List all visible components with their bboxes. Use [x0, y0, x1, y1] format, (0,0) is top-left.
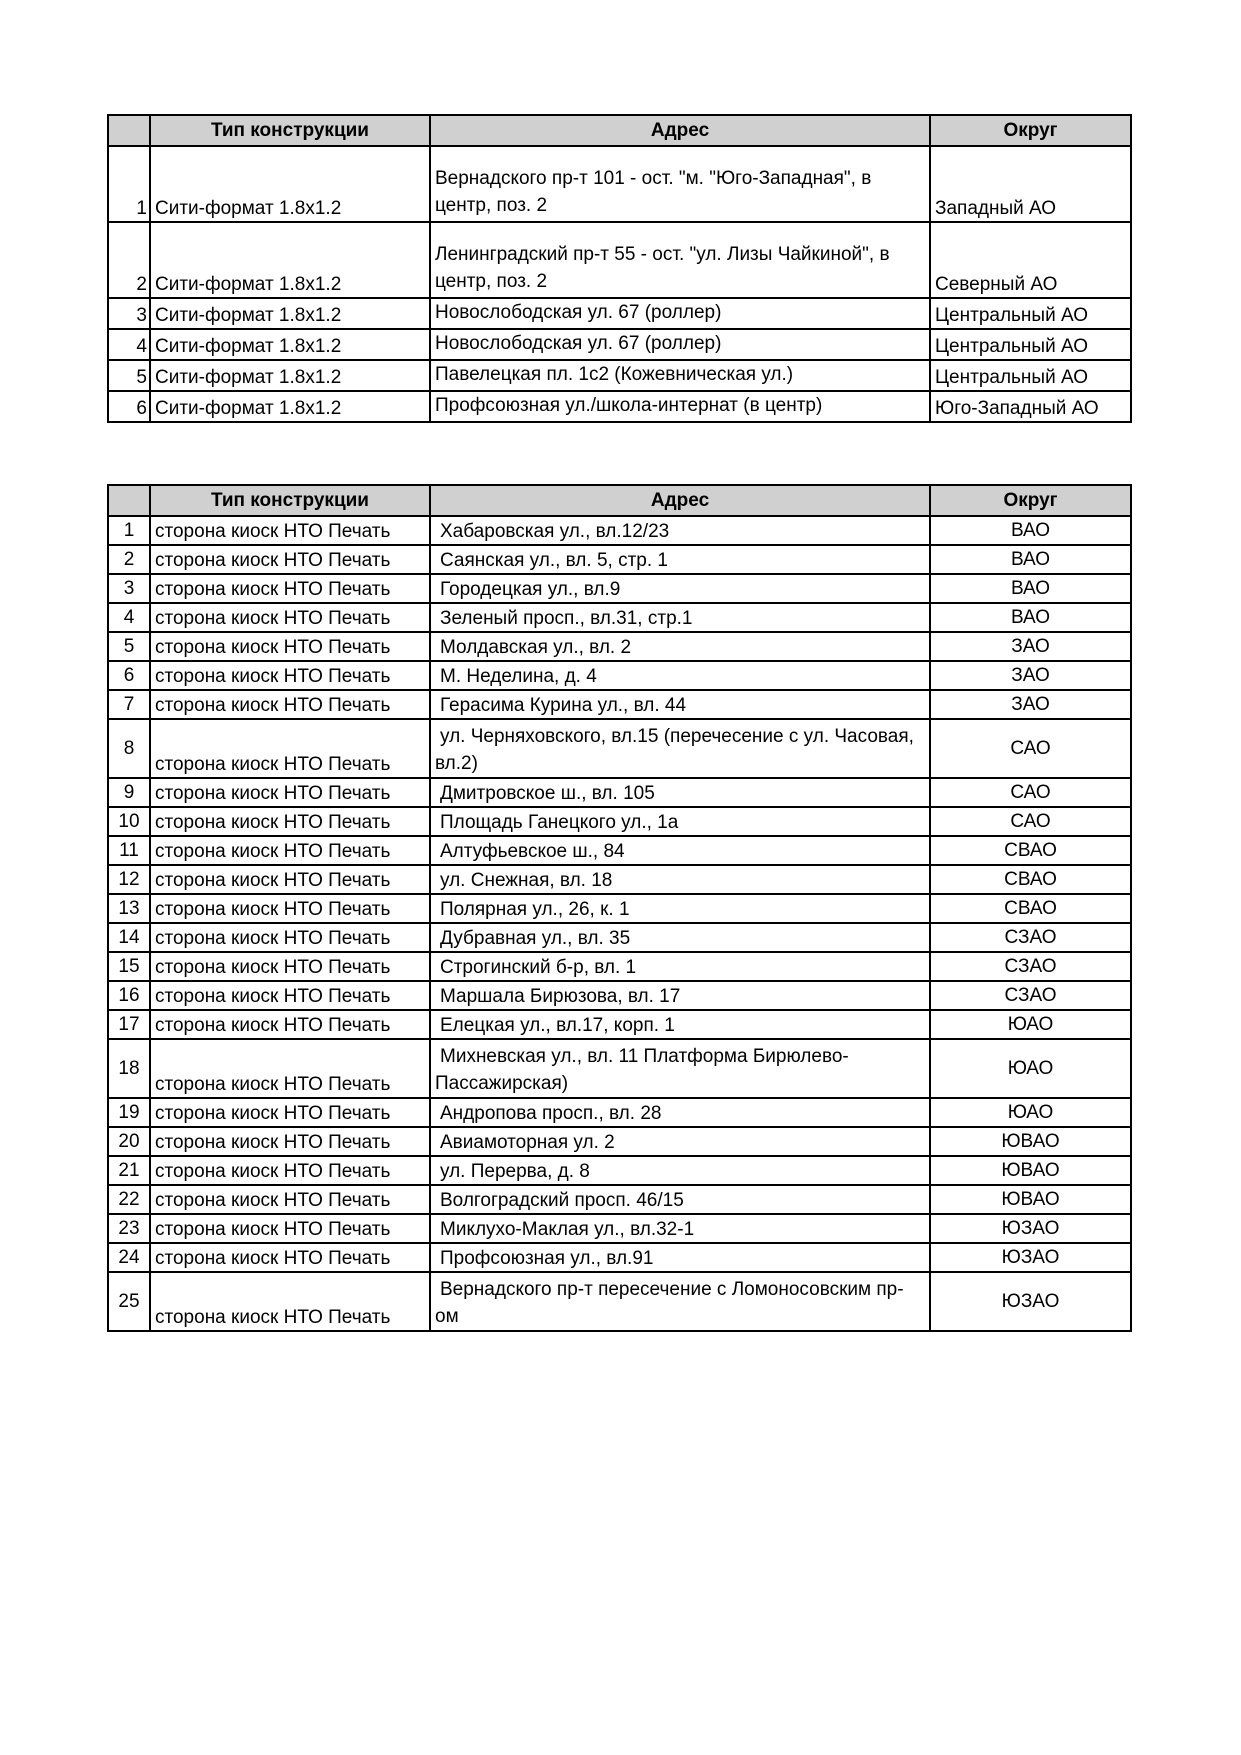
cell-district: СВАО: [930, 836, 1131, 865]
cell-construction-type: сторона киоск НТО Печать: [150, 1156, 430, 1185]
cell-construction-type: Сити-формат 1.8x1.2: [150, 146, 430, 222]
cell-address: Дубравная ул., вл. 35: [430, 923, 930, 952]
cell-address: ул. Перерва, д. 8: [430, 1156, 930, 1185]
header-district: Округ: [930, 485, 1131, 516]
cell-construction-type: Сити-формат 1.8x1.2: [150, 298, 430, 329]
cell-construction-type: Сити-формат 1.8x1.2: [150, 222, 430, 298]
cell-construction-type: сторона киоск НТО Печать: [150, 1127, 430, 1156]
cell-number: 19: [108, 1098, 150, 1127]
table-row: [108, 298, 1131, 329]
cell-district: Центральный АО: [930, 298, 1131, 329]
cell-address: Саянская ул., вл. 5, стр. 1: [430, 545, 930, 574]
cell-district: Юго-Западный АО: [930, 391, 1131, 422]
table-row: [108, 545, 1131, 574]
cell-district: ЮАО: [930, 1010, 1131, 1039]
table-row: [108, 1098, 1131, 1127]
cell-construction-type: сторона киоск НТО Печать: [150, 632, 430, 661]
table-row: [108, 836, 1131, 865]
cell-district: СВАО: [930, 865, 1131, 894]
cell-construction-type: сторона киоск НТО Печать: [150, 1010, 430, 1039]
kiosk-table: [107, 484, 1132, 1332]
cell-number: 5: [108, 360, 150, 391]
cell-number: 8: [108, 719, 150, 778]
cell-district: ЮЗАО: [930, 1243, 1131, 1272]
cell-number: 21: [108, 1156, 150, 1185]
cell-construction-type: сторона киоск НТО Печать: [150, 836, 430, 865]
cell-address: Михневская ул., вл. 11 Платформа Бирюлево-Пассажирская): [430, 1039, 930, 1098]
cell-construction-type: сторона киоск НТО Печать: [150, 1214, 430, 1243]
cell-construction-type: сторона киоск НТО Печать: [150, 1272, 430, 1331]
cell-address: Миклухо-Маклая ул., вл.32-1: [430, 1214, 930, 1243]
table-row: [108, 952, 1131, 981]
cell-district: ЮАО: [930, 1039, 1131, 1098]
cell-number: 25: [108, 1272, 150, 1331]
cell-number: 4: [108, 329, 150, 360]
cell-address: Вернадского пр-т пересечение с Ломоносовским пр-ом: [430, 1272, 930, 1331]
cell-number: 3: [108, 298, 150, 329]
cell-address: Молдавская ул., вл. 2: [430, 632, 930, 661]
cell-number: 5: [108, 632, 150, 661]
cell-district: Западный АО: [930, 146, 1131, 222]
table-row: [108, 690, 1131, 719]
table-row: [108, 1185, 1131, 1214]
cell-address: Герасима Курина ул., вл. 44: [430, 690, 930, 719]
cell-district: СЗАО: [930, 952, 1131, 981]
table-row: [108, 1272, 1131, 1331]
cell-address: ул. Снежная, вл. 18: [430, 865, 930, 894]
table-row: [108, 1214, 1131, 1243]
cell-district: ЮВАО: [930, 1156, 1131, 1185]
cell-district: Северный АО: [930, 222, 1131, 298]
cell-number: 1: [108, 516, 150, 545]
table-row: [108, 719, 1131, 778]
table-row: [108, 222, 1131, 298]
cell-address: Авиамоторная ул. 2: [430, 1127, 930, 1156]
cell-construction-type: сторона киоск НТО Печать: [150, 807, 430, 836]
cell-district: СЗАО: [930, 923, 1131, 952]
cell-address: Павелецкая пл. 1с2 (Кожевническая ул.): [430, 360, 930, 391]
table-row: [108, 1156, 1131, 1185]
cell-number: 22: [108, 1185, 150, 1214]
table-row: [108, 574, 1131, 603]
cell-district: Центральный АО: [930, 329, 1131, 360]
header-number: [108, 115, 150, 146]
table-row: [108, 661, 1131, 690]
cell-district: ВАО: [930, 603, 1131, 632]
cell-district: ВАО: [930, 545, 1131, 574]
cell-district: СЗАО: [930, 981, 1131, 1010]
cell-construction-type: сторона киоск НТО Печать: [150, 1185, 430, 1214]
header-construction-type: Тип конструкции: [150, 485, 430, 516]
cell-construction-type: сторона киоск НТО Печать: [150, 865, 430, 894]
cell-construction-type: сторона киоск НТО Печать: [150, 574, 430, 603]
cell-construction-type: сторона киоск НТО Печать: [150, 923, 430, 952]
cell-district: Центральный АО: [930, 360, 1131, 391]
cell-number: 24: [108, 1243, 150, 1272]
cell-number: 9: [108, 778, 150, 807]
table-row: [108, 360, 1131, 391]
cell-number: 3: [108, 574, 150, 603]
cell-district: СВАО: [930, 894, 1131, 923]
cell-district: ЗАО: [930, 661, 1131, 690]
cell-address: Волгоградский просп. 46/15: [430, 1185, 930, 1214]
cell-address: Зеленый просп., вл.31, стр.1: [430, 603, 930, 632]
table-row: [108, 391, 1131, 422]
cell-construction-type: сторона киоск НТО Печать: [150, 1039, 430, 1098]
table-row: [108, 516, 1131, 545]
cell-number: 6: [108, 661, 150, 690]
table-row: [108, 923, 1131, 952]
cell-address: Строгинский б-р, вл. 1: [430, 952, 930, 981]
table-row: [108, 146, 1131, 222]
cell-construction-type: сторона киоск НТО Печать: [150, 690, 430, 719]
cell-district: ЮВАО: [930, 1127, 1131, 1156]
cell-address: М. Неделина, д. 4: [430, 661, 930, 690]
cell-number: 18: [108, 1039, 150, 1098]
cell-district: ЗАО: [930, 690, 1131, 719]
cell-address: Профсоюзная ул./школа-интернат (в центр): [430, 391, 930, 422]
table-row: [108, 865, 1131, 894]
cell-address: Дмитровское ш., вл. 105: [430, 778, 930, 807]
cell-number: 17: [108, 1010, 150, 1039]
cell-district: САО: [930, 778, 1131, 807]
cell-district: ЮАО: [930, 1098, 1131, 1127]
cell-address: Алтуфьевское ш., 84: [430, 836, 930, 865]
cell-construction-type: сторона киоск НТО Печать: [150, 719, 430, 778]
header-number: [108, 485, 150, 516]
cell-district: ВАО: [930, 574, 1131, 603]
table-row: [108, 603, 1131, 632]
cell-district: ЮЗАО: [930, 1214, 1131, 1243]
cell-address: Маршала Бирюзова, вл. 17: [430, 981, 930, 1010]
cell-number: 23: [108, 1214, 150, 1243]
table-row: [108, 1243, 1131, 1272]
cell-address: Вернадского пр-т 101 - ост. "м. "Юго-Западная", в центр, поз. 2: [430, 146, 930, 222]
cell-number: 7: [108, 690, 150, 719]
cell-address: Ленинградский пр-т 55 - ост. "ул. Лизы Чайкиной", в центр, поз. 2: [430, 222, 930, 298]
cell-address: Полярная ул., 26, к. 1: [430, 894, 930, 923]
header-district: Округ: [930, 115, 1131, 146]
table-row: [108, 1039, 1131, 1098]
cell-address: Новослободская ул. 67 (роллер): [430, 298, 930, 329]
table-row: [108, 1010, 1131, 1039]
cell-district: ВАО: [930, 516, 1131, 545]
header-construction-type: Тип конструкции: [150, 115, 430, 146]
header-address: Адрес: [430, 115, 930, 146]
table-row: [108, 778, 1131, 807]
cell-number: 6: [108, 391, 150, 422]
table-row: [108, 632, 1131, 661]
cell-number: 2: [108, 545, 150, 574]
cell-address: ул. Черняховского, вл.15 (перечесение с ул. Часовая, вл.2): [430, 719, 930, 778]
cell-number: 20: [108, 1127, 150, 1156]
cell-number: 13: [108, 894, 150, 923]
cell-number: 2: [108, 222, 150, 298]
cell-number: 4: [108, 603, 150, 632]
cell-address: Профсоюзная ул., вл.91: [430, 1243, 930, 1272]
cell-number: 1: [108, 146, 150, 222]
header-address: Адрес: [430, 485, 930, 516]
cell-number: 10: [108, 807, 150, 836]
cell-address: Площадь Ганецкого ул., 1а: [430, 807, 930, 836]
cell-construction-type: сторона киоск НТО Печать: [150, 981, 430, 1010]
table-header-row: [108, 485, 1131, 516]
cell-number: 11: [108, 836, 150, 865]
cell-district: ЮЗАО: [930, 1272, 1131, 1331]
cell-address: Новослободская ул. 67 (роллер): [430, 329, 930, 360]
cell-construction-type: сторона киоск НТО Печать: [150, 661, 430, 690]
table-row: [108, 329, 1131, 360]
cell-address: Хабаровская ул., вл.12/23: [430, 516, 930, 545]
cell-district: ЗАО: [930, 632, 1131, 661]
cell-construction-type: Сити-формат 1.8x1.2: [150, 391, 430, 422]
cell-construction-type: сторона киоск НТО Печать: [150, 545, 430, 574]
cell-address: Елецкая ул., вл.17, корп. 1: [430, 1010, 930, 1039]
cell-number: 14: [108, 923, 150, 952]
cell-construction-type: сторона киоск НТО Печать: [150, 894, 430, 923]
city-format-table: [107, 114, 1132, 423]
table-row: [108, 894, 1131, 923]
table-row: [108, 981, 1131, 1010]
cell-address: Андропова просп., вл. 28: [430, 1098, 930, 1127]
cell-district: САО: [930, 719, 1131, 778]
cell-number: 16: [108, 981, 150, 1010]
cell-construction-type: сторона киоск НТО Печать: [150, 952, 430, 981]
cell-number: 15: [108, 952, 150, 981]
cell-construction-type: сторона киоск НТО Печать: [150, 603, 430, 632]
table-header-row: [108, 115, 1131, 146]
kiosk-table-body: [108, 516, 1131, 1331]
cell-construction-type: сторона киоск НТО Печать: [150, 1243, 430, 1272]
cell-construction-type: сторона киоск НТО Печать: [150, 516, 430, 545]
cell-construction-type: сторона киоск НТО Печать: [150, 1098, 430, 1127]
cell-construction-type: Сити-формат 1.8x1.2: [150, 329, 430, 360]
cell-construction-type: Сити-формат 1.8x1.2: [150, 360, 430, 391]
table-row: [108, 807, 1131, 836]
cell-number: 12: [108, 865, 150, 894]
cell-construction-type: сторона киоск НТО Печать: [150, 778, 430, 807]
table-row: [108, 1127, 1131, 1156]
cell-address: Городецкая ул., вл.9: [430, 574, 930, 603]
cell-district: ЮВАО: [930, 1185, 1131, 1214]
cell-district: САО: [930, 807, 1131, 836]
